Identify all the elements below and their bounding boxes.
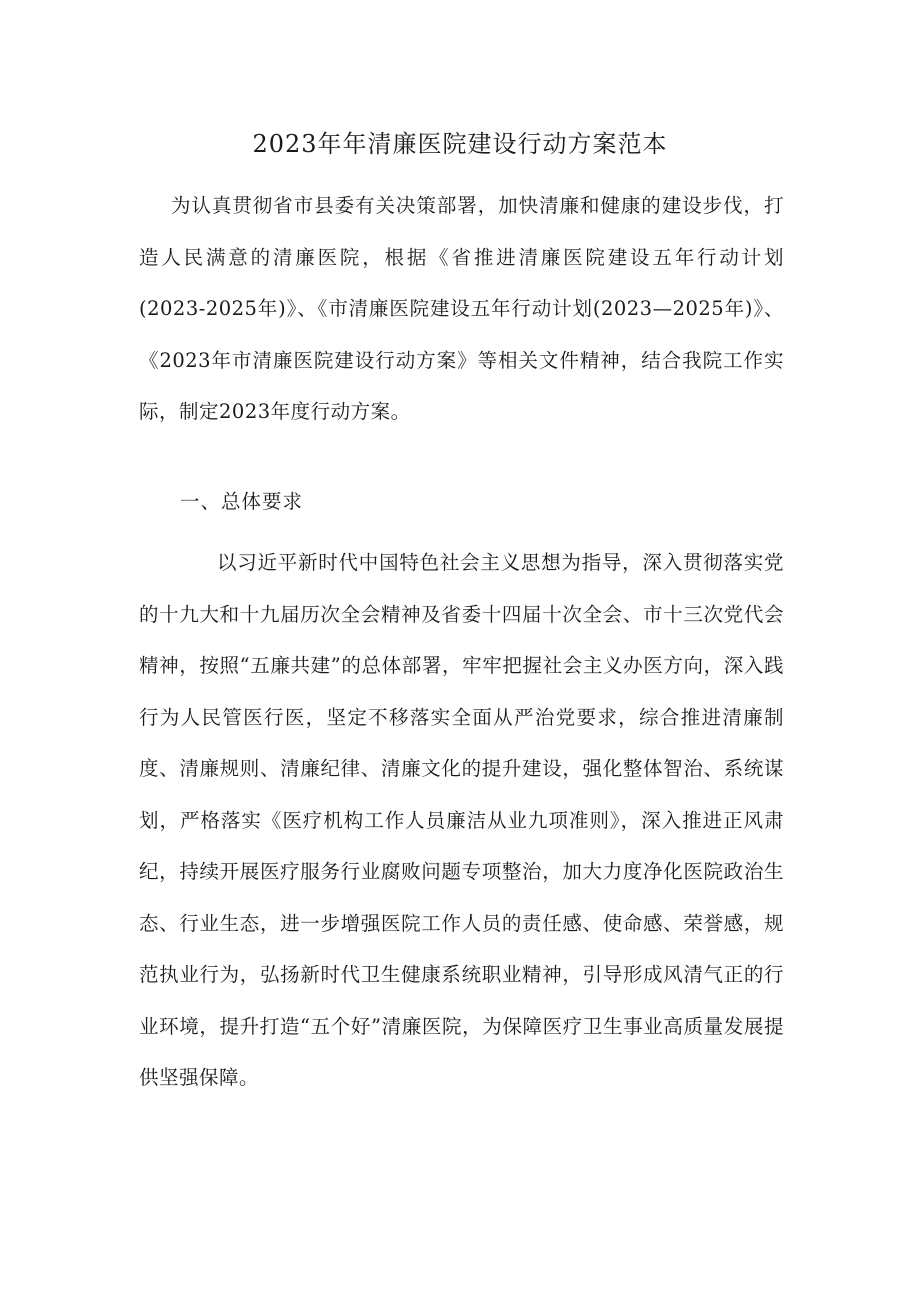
intro-paragraph: 为认真贯彻省市县委有关决策部署，加快清廉和健康的建设步伐，打造人民满意的清廉医院，根据《省推进清廉医院建设五年行动计划(2023-2025年)》、《市清廉医院建设五年行动计划(2023—2025年)》、《2023年市清廉医院建设行动方案》等相关文件精神，结合我院工作实际，制定2023年度行动方案。: [139, 194, 784, 423]
section-heading: 一、总体要求: [180, 490, 304, 513]
section-body-paragraph: 以习近平新时代中国特色社会主义思想为指导，深入贯彻落实党的十九大和十九届历次全会精神及省委十四届十次全会、市十三次党代会精神，按照“五廉共建”的总体部署，牢牢把握社会主义办医方向，深入践行为人民管医行医，坚定不移落实全面从严治党要求，综合推进清廉制度、清廉规则、清廉纪律、清廉文化的提升建设，强化整体智治、系统谋划，严格落实《医疗机构工作人员廉洁从业九项准则》，深入推进正风肃纪，持续开展医疗服务行业腐败问题专项整治，加大力度净化医院政治生态、行业生态，进一步增强医院工作人员的责任感、使命感、荣誉感，规范执业行为，弘扬新时代卫生健康系统职业精神，引导形成风清气正的行业环境，提升打造“五个好”清廉医院，为保障医疗卫生事业高质量发展提供坚强保障。: [139, 551, 784, 1089]
document-title: 2023年年清廉医院建设行动方案范本: [252, 130, 668, 158]
